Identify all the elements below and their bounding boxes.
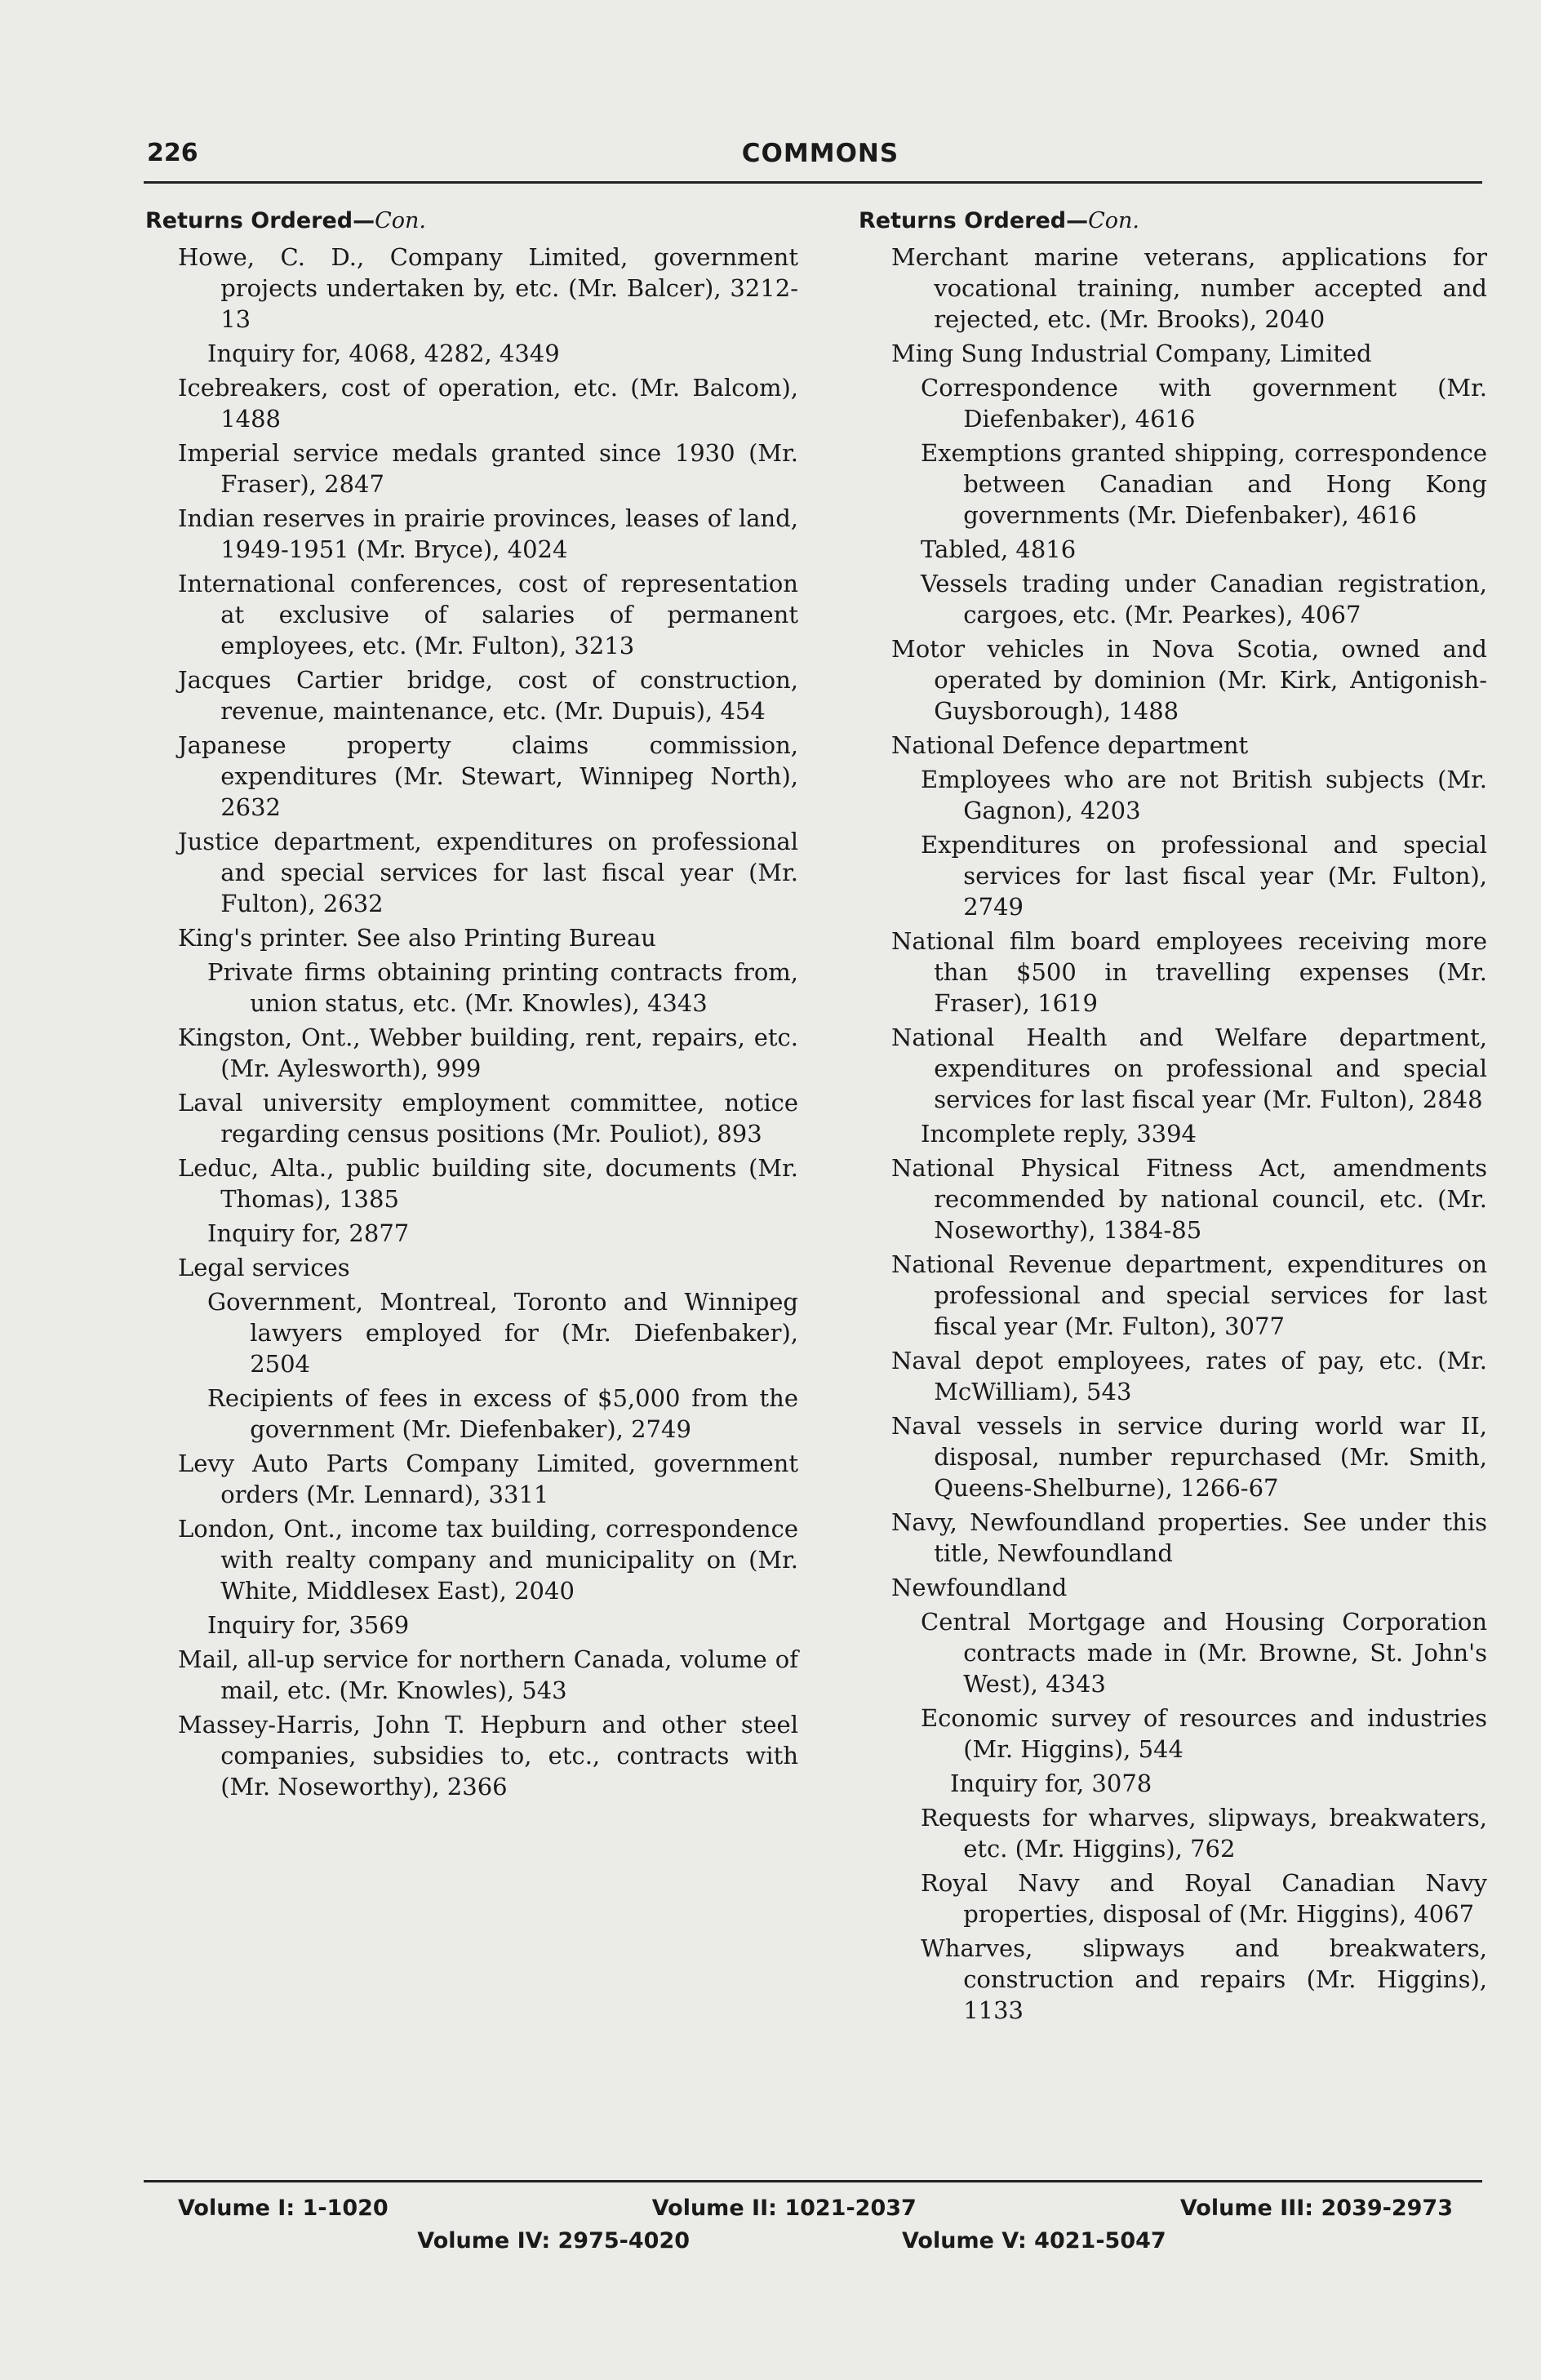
index-entry: Private firms obtaining printing contracts from, union status, etc. (Mr. Knowles), 4343 <box>207 958 798 1017</box>
index-entry: Wharves, slipways and breakwaters, construction and repairs (Mr. Higgins), 1133 <box>921 1934 1487 2024</box>
index-entry: Motor vehicles in Nova Scotia, owned and operated by dominion (Mr. Kirk, Antigonish-Guysborough), 1488 <box>891 635 1487 725</box>
volume-4: Volume IV: 2975-4020 <box>417 2228 691 2253</box>
index-entry: Royal Navy and Royal Canadian Navy properties, disposal of (Mr. Higgins), 4067 <box>921 1869 1487 1928</box>
index-entry: Indian reserves in prairie provinces, leases of land, 1949-1951 (Mr. Bryce), 4024 <box>178 504 798 563</box>
index-entry: International conferences, cost of representation at exclusive of salaries of permanent employees, etc. (Mr. Fulton), 3213 <box>178 570 798 659</box>
index-entry: London, Ont., income tax building, correspondence with realty company and municipality on (Mr. White, Middlesex East), 2040 <box>178 1515 798 1605</box>
index-entry: Central Mortgage and Housing Corporation contracts made in (Mr. Browne, St. John's West), 4343 <box>921 1608 1487 1698</box>
index-entry: Inquiry for, 4068, 4282, 4349 <box>207 340 560 367</box>
index-entry: Kingston, Ont., Webber building, rent, repairs, etc. (Mr. Aylesworth), 999 <box>178 1023 798 1082</box>
section-heading: Returns Ordered—Con. <box>145 208 426 233</box>
index-entry: Howe, C. D., Company Limited, government projects undertaken by, etc. (Mr. Balcer), 3212-13 <box>178 243 798 333</box>
volume-3: Volume III: 2039-2973 <box>1179 2196 1453 2221</box>
index-entry: Newfoundland <box>891 1574 1068 1601</box>
index-entries-right <box>859 242 1487 2026</box>
index-entry: King's printer. See also Printing Bureau <box>178 924 656 952</box>
volume-5: Volume V: 4021-5047 <box>902 2228 1166 2253</box>
index-entry: National Revenue department, expenditures on professional and special services for last fiscal year (Mr. Fulton), 3077 <box>891 1250 1487 1340</box>
index-entry: Employees who are not British subjects (Mr. Gagnon), 4203 <box>921 766 1487 824</box>
index-entry: Laval university employment committee, notice regarding census positions (Mr. Pouliot), 893 <box>178 1089 798 1148</box>
index-entry: Recipients of fees in excess of $5,000 from the government (Mr. Diefenbaker), 2749 <box>207 1384 798 1443</box>
index-entry: Naval vessels in service during world war II, disposal, number repurchased (Mr. Smith, Queens-Shelburne), 1266-67 <box>891 1412 1487 1502</box>
index-entry: Imperial service medals granted since 1930 (Mr. Fraser), 2847 <box>178 439 798 498</box>
index-entry: Navy, Newfoundland properties. See under this title, Newfoundland <box>891 1508 1487 1567</box>
index-entry: National Physical Fitness Act, amendments recommended by national council, etc. (Mr. Noseworthy), 1384-85 <box>891 1154 1487 1244</box>
left-column <box>145 206 798 1805</box>
index-entry: Vessels trading under Canadian registration, cargoes, etc. (Mr. Pearkes), 4067 <box>921 570 1487 628</box>
index-entry: Naval depot employees, rates of pay, etc. (Mr. McWilliam), 543 <box>891 1347 1487 1405</box>
top-rule <box>144 181 1482 184</box>
index-entry: Correspondence with government (Mr. Diefenbaker), 4616 <box>921 374 1487 433</box>
index-entry: Inquiry for, 3078 <box>950 1769 1152 1797</box>
page-number: 226 <box>147 139 198 167</box>
index-entry: National Health and Welfare department, expenditures on professional and special services for last fiscal year (Mr. Fulton), 2848 <box>891 1023 1487 1113</box>
running-head: COMMONS <box>741 139 899 168</box>
index-entry: Expenditures on professional and special services for last fiscal year (Mr. Fulton), 2749 <box>921 831 1487 921</box>
volume-2: Volume II: 1021-2037 <box>651 2196 917 2221</box>
index-entry: Incomplete reply, 3394 <box>921 1120 1197 1148</box>
index-entry: Requests for wharves, slipways, breakwaters, etc. (Mr. Higgins), 762 <box>921 1804 1487 1863</box>
index-entries-left <box>145 242 798 1802</box>
right-column <box>859 206 1487 2029</box>
index-entry: Ming Sung Industrial Company, Limited <box>891 340 1372 367</box>
index-entry: Tabled, 4816 <box>921 535 1077 563</box>
index-entry: Leduc, Alta., public building site, documents (Mr. Thomas), 1385 <box>178 1154 798 1213</box>
index-entry: National Defence department <box>891 731 1249 759</box>
index-entry: Jacques Cartier bridge, cost of construction, revenue, maintenance, etc. (Mr. Dupuis), 454 <box>178 666 798 725</box>
index-entry: Levy Auto Parts Company Limited, government orders (Mr. Lennard), 3311 <box>178 1450 798 1508</box>
volume-1: Volume I: 1-1020 <box>178 2196 389 2221</box>
index-entry: Legal services <box>178 1254 350 1281</box>
index-entry: Mail, all-up service for northern Canada, volume of mail, etc. (Mr. Knowles), 543 <box>178 1645 798 1704</box>
index-entry: Inquiry for, 2877 <box>207 1219 410 1247</box>
index-entry: National film board employees receiving more than $500 in travelling expenses (Mr. Fraser), 1619 <box>891 927 1487 1017</box>
index-entry: Inquiry for, 3569 <box>207 1611 410 1639</box>
index-entry: Justice department, expenditures on professional and special services for last fiscal year (Mr. Fulton), 2632 <box>178 828 798 917</box>
index-entry: Icebreakers, cost of operation, etc. (Mr. Balcom), 1488 <box>178 374 798 433</box>
bottom-rule <box>144 2180 1482 2182</box>
index-entry: Merchant marine veterans, applications for vocational training, number accepted and rejected, etc. (Mr. Brooks), 2040 <box>891 243 1487 333</box>
section-heading: Returns Ordered—Con. <box>859 208 1139 233</box>
index-entry: Economic survey of resources and industries (Mr. Higgins), 544 <box>921 1704 1487 1763</box>
volume-footer <box>147 2192 1485 2258</box>
index-entry: Government, Montreal, Toronto and Winnipeg lawyers employed for (Mr. Diefenbaker), 2504 <box>207 1288 798 1378</box>
index-entry: Exemptions granted shipping, correspondence between Canadian and Hong Kong governments (Mr. Diefenbaker), 4616 <box>921 439 1487 529</box>
index-entry: Massey-Harris, John T. Hepburn and other steel companies, subsidies to, etc., contracts with (Mr. Noseworthy), 2366 <box>178 1711 798 1801</box>
index-entry: Japanese property claims commission, expenditures (Mr. Stewart, Winnipeg North), 2632 <box>178 731 798 821</box>
